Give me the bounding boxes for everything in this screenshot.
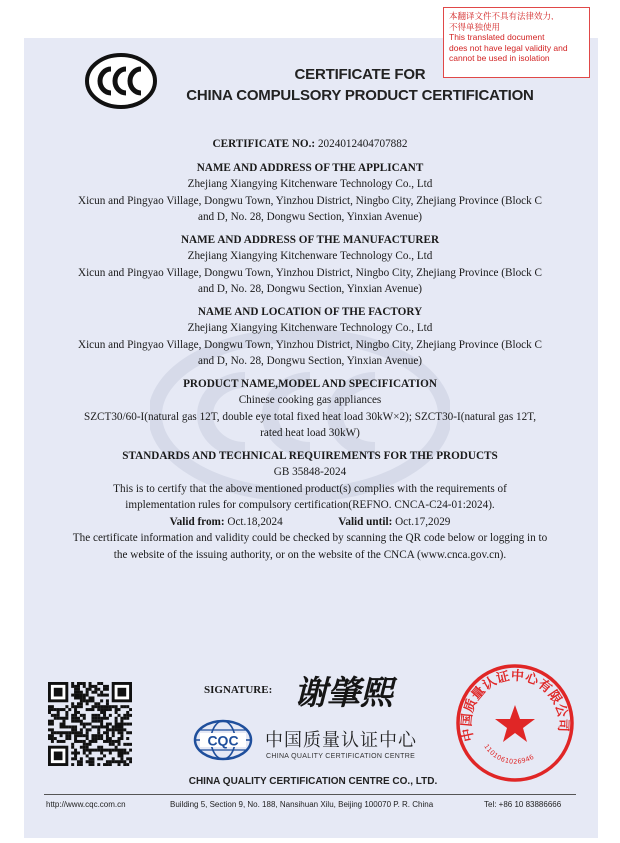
title-line-1: CERTIFICATE FOR xyxy=(294,66,426,83)
standards-heading: STANDARDS AND TECHNICAL REQUIREMENTS FOR THE PRODUCTS xyxy=(122,449,498,462)
ccc-logo-icon xyxy=(84,52,158,110)
certify-line-2: implementation rules for compulsory certification(REFNO. CNCA-C24-01:2024). xyxy=(125,499,495,511)
applicant-heading: NAME AND ADDRESS OF THE APPLICANT xyxy=(196,161,424,174)
footer-telephone: Tel: +86 10 83886666 xyxy=(484,800,562,809)
title-line-2: CHINA COMPULSORY PRODUCT CERTIFICATION xyxy=(186,87,534,104)
manufacturer-heading: NAME AND ADDRESS OF THE MANUFACTURER xyxy=(180,233,440,246)
manufacturer-address-line-1: Xicun and Pingyao Village, Dongwu Town, Yinzhou District, Ningbo City, Zhejiang Province (Block C xyxy=(77,266,542,279)
manufacturer-section xyxy=(40,232,580,298)
footer-website-link[interactable]: http://www.cqc.com.cn xyxy=(46,800,126,809)
applicant-address-line-2: and D, No. 28, Dongwu Section, Yinxian Avenue) xyxy=(197,211,423,223)
factory-address-line-1: Xicun and Pingyao Village, Dongwu Town, Yinzhou District, Ningbo City, Zhejiang Province (Block C xyxy=(77,338,542,351)
product-spec-line-2: rated heat load 30kW) xyxy=(260,427,360,439)
footer-address: Building 5, Section 9, No. 188, Nansihuan Xilu, Beijing 100070 P. R. China xyxy=(170,800,434,809)
certificate-number: 2024012404707882 xyxy=(317,138,408,150)
qr-code[interactable] xyxy=(48,682,132,766)
seal-number: 1101061026946 xyxy=(482,742,536,766)
factory-name: Zhejiang Xiangying Kitchenware Technology Co., Ltd xyxy=(187,322,433,334)
validity-row xyxy=(40,514,580,531)
notice-line: 不得单独使用 xyxy=(449,21,501,32)
seal-text: 中国质量认证中心有限公司 xyxy=(459,668,571,743)
certificate-title xyxy=(170,64,550,106)
check-line-2: the website of the issuing authority, or on the website of the CNCA (www.cnca.gov.cn). xyxy=(113,548,507,561)
notice-line: This translated document xyxy=(449,32,545,42)
cqc-english-name: CHINA QUALITY CERTIFICATION CENTRE xyxy=(266,753,416,760)
valid-until-date: Oct.17,2029 xyxy=(395,515,451,528)
applicant-name: Zhejiang Xiangying Kitchenware Technology Co., Ltd xyxy=(187,178,433,190)
notice-line: 本翻译文件不具有法律效力, xyxy=(449,11,554,21)
handwritten-signature xyxy=(290,668,410,714)
certify-line-1: This is to certify that the above mentioned product(s) complies with the requirements of xyxy=(113,482,507,495)
valid-until-label: Valid until: xyxy=(338,515,393,528)
official-seal-stamp xyxy=(454,662,576,784)
certificate-number-label: CERTIFICATE NO.: xyxy=(212,138,316,150)
product-heading: PRODUCT NAME,MODEL AND SPECIFICATION xyxy=(183,377,437,390)
certificate-number-row xyxy=(40,136,580,153)
product-spec-line-1: SZCT30/60-I(natural gas 12T, double eye total fixed heat load 30kW×2); SZCT30-I(natural gas 12T, xyxy=(83,410,537,423)
notice-line: does not have legal validity and xyxy=(449,42,568,53)
cqc-logo-text: CQC xyxy=(207,732,239,749)
applicant-section xyxy=(40,160,580,226)
certificate-body xyxy=(40,136,580,563)
cqc-logo-icon xyxy=(192,716,254,762)
manufacturer-address-line-2: and D, No. 28, Dongwu Section, Yinxian Avenue) xyxy=(197,283,423,295)
applicant-address-line-1: Xicun and Pingyao Village, Dongwu Town, Yinzhou District, Ningbo City, Zhejiang Province (Block C xyxy=(77,194,542,207)
valid-from-label: Valid from: xyxy=(169,515,225,528)
standards-section xyxy=(40,448,580,564)
standard-code: GB 35848-2024 xyxy=(273,466,347,478)
signature-label: SIGNATURE: xyxy=(204,684,273,696)
notice-line: cannot be used in isolation xyxy=(449,53,550,63)
factory-section xyxy=(40,304,580,370)
svg-text:1101061026946 xyxy=(482,743,535,766)
signature-text: 谢肇熙 xyxy=(294,673,393,712)
cqc-chinese-name: 中国质量认证中心 xyxy=(265,730,417,751)
manufacturer-name: Zhejiang Xiangying Kitchenware Technology Co., Ltd xyxy=(187,250,433,262)
product-section xyxy=(40,376,580,442)
check-line-1: The certificate information and validity could be checked by scanning the QR code below or logging in to xyxy=(72,532,548,544)
product-name: Chinese cooking gas appliances xyxy=(238,394,382,406)
factory-address-line-2: and D, No. 28, Dongwu Section, Yinxian Avenue) xyxy=(197,355,423,367)
footer-divider xyxy=(44,794,576,795)
issuer-name: CHINA QUALITY CERTIFICATION CENTRE CO., LTD. xyxy=(188,776,438,787)
valid-from-date: Oct.18,2024 xyxy=(227,515,283,528)
factory-heading: NAME AND LOCATION OF THE FACTORY xyxy=(197,305,423,318)
